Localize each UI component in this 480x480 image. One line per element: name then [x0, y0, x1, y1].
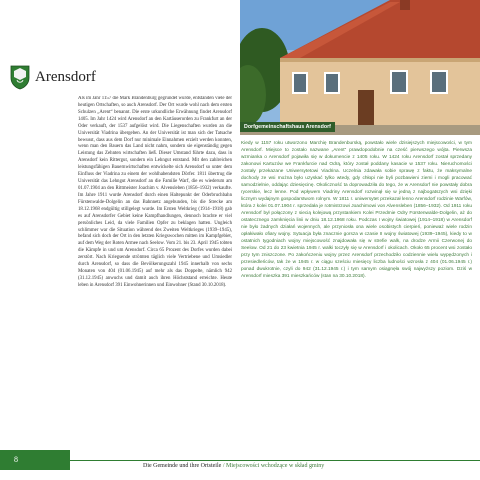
- page-number-block: [0, 450, 70, 470]
- german-paragraph: Als im Jahr 1157 die Mark Brandenburg gegründet wurde, entstanden viele der heutigen Ortschaften, so auch Arensdorf. Der Ort wurde wohl nach dem ersten Schulzen „Arent“ benannt. Die erste urkundliche Erwähnung findet Arensdorf 1405. Im Jahr 1424 wird Arensdorf an den Kartäuserorden zu Frankfurt an der Oder verkauft, der 1537 aufgelöst wird. Die Liegenschaften wurden an die Universität Viadrina übergeben. An der Universität ist man sich der Tatsache bewusst, dass aus dem Dorf nur minimale Einnahmen erzielt werden konnten, wenn man den Bauern das Land nicht nahm, sondern sie eigenständig gegen Leistung das Zehnten wirtschaften ließ. Dieser Umstand führte dazu, dass in Arensdorf kein Rittergut, sondern ein Lehngut entstand. Mit den zahlreichen leistungsfähigen Bauernwirtschaften entwickelte sich Arensdorf so unter dem Einfluss der Viadrina zu einem der wohlhabendsten Dörfer. 1811 übertrug die Universität das Lehngut Arensdorf an die Familie Warf, die es wiederum am 01.07.1904 an den Rittmeister Joachim v. Alvensleben (1856–1932) verkaufte. Im Jahre 1911 wurde Arensdorf durch einen Haltepunkt der Oderbruchbahn Fürstenwalde-Dolgelin an das Bahnnetz angebunden, bis die Strecke am 18.12.1968 endgültig stillgelegt wurde. Im Ersten Weltkrieg (1914–1918) gab es auf Arensdorfer Gebiet keine Kampfhandlungen, dennoch brachte er viel persönliches Leid, da viele Familien Opfer zu beklagen hatten. Ungleich schlimmer war die Situation während des Zweiten Weltkrieges (1939–1945), befand sich doch der Ort in den letzten Kriegswochen mitten im Kampfgebiet, auf dem Weg der Roten Armee nach Seelow. Vom 21. bis 23. April 1945 tobten die Kämpfe in und um Arensdorf. Circa 65 Prozent des Dorfes wurden dabei zerstört. Nach Kriegsende strömten täglich viele Vertriebene und Umsiedler durch Arensdorf, so dass die Bevölkerungszahl 1945 innerhalb von sechs Monaten von 404 (01.06.1945) auf mehr als das Doppelte, nämlich 942 (31.12.1945) anwuchs und damit auch ihren Höchststand erreichte. Heute leben in Arensdorf 391 Einwohnerinnen und Einwohner (Stand 30.10.2018).: [78, 96, 232, 288]
- photo-caption: Dorfgemeinschaftshaus Arensdorf: [240, 122, 335, 132]
- polish-paragraph: Kiedy w 1157 roku utworzono Marchię Brandenburską, powstało wiele dzisiejszych miejscowości, w tym Arensdorf. Miejsce to zostało nazwane „Arent“ prawdopodobnie na cześć pierwszego wójta. Pierwsza wzmianka o Arensdorf pojawiła się w dokumencie z 1405 roku. W 1424 roku Arensdorf został sprzedany zakonowi Kartuzów we Frankfurcie nad Odrą, który został poddany kasacie w 1537 roku. Nieruchomości zostały przekazane Uniwersytetowi Viadrina. Uczelnia zdawała sobie sprawę z faktu, że maksymalne dochody ze wsi można było uzyskać tylko wtedy, gdy chłopi nie byli pozbawieni ziemi i mogli pracować samodzielnie, oddając dziesięcinę. Okoliczność ta doprowadziła do tego, że w Arensdorf nie powstały dobra rycerskie, lecz lenne. Pod wpływem Viadriny Arensdorf rozwinął się w jedną z najbogatszych wsi dzięki licznym wydajnym gospodarstwom rolnym. W 1811 r. uniwersytet przekazał lenno Arensdorf rodzinie Warfów, która z kolei 01.07.1904 r. sprzedała je rotmistrzowi Joachimowi von Alvensleben (1856–1932). Od 1911 roku Arensdorf był połączony z siecią kolejową przystankiem Kolei Przedmie Odry Fürstenwalde-Dolgelin, aż do ostatecznego zamknięcia linii w dniu 18.12.1968 roku. Podczas I wojny światowej (1914–1918) w Arensdorf nie było żadnych działań wojennych, ale przyniosła ona wiele osobistych cierpień, ponieważ wiele rodzin opłakiwało ofiary wojny. Sytuacja była znacznie gorsza w czasie II wojny światowej (1939–1945), kiedy to w ostatnich tygodniach wojny miejscowość znajdowała się w strefie walk, na drodze Armii Czerwonej do Seelow. Od 21 do 23 kwietnia 1945 r. walki toczyły się w Arensdorf i okolicach. Około 65 procent wsi zostało przy tym zniszczone. Po zakończeniu wojny przez Arensdorf przechodziło codziennie wielu wypędzonych i przesiedleńców, tak że w 1945 r. w ciągu sześciu miesięcy liczba ludności wzrosła z 404 (01.06.1945 r.) ponad dwukrotnie, czyli do 942 (31.12.1945 r.) i tym samym osiągnęła swój najwyższy poziom. Dziś w Arensdorf mieszka 391 mieszkańców (stan na 30.10.2018).: [241, 141, 472, 279]
- page-number: 8: [14, 455, 18, 464]
- page-title: Arensdorf: [35, 69, 96, 85]
- polish-text-column: [241, 140, 472, 440]
- village-hall-photo: [240, 0, 480, 135]
- footer-divider: [70, 460, 480, 461]
- coat-of-arms-icon: [10, 65, 30, 90]
- footer-separator: /: [221, 463, 226, 469]
- footer-title-de: Die Gemeinde und ihre Ortsteile: [143, 463, 222, 469]
- footer-title-pl: Miejscowości wchodzące w skład gminy: [225, 463, 325, 469]
- footer-title: [143, 463, 324, 469]
- german-text-column: [8, 96, 232, 441]
